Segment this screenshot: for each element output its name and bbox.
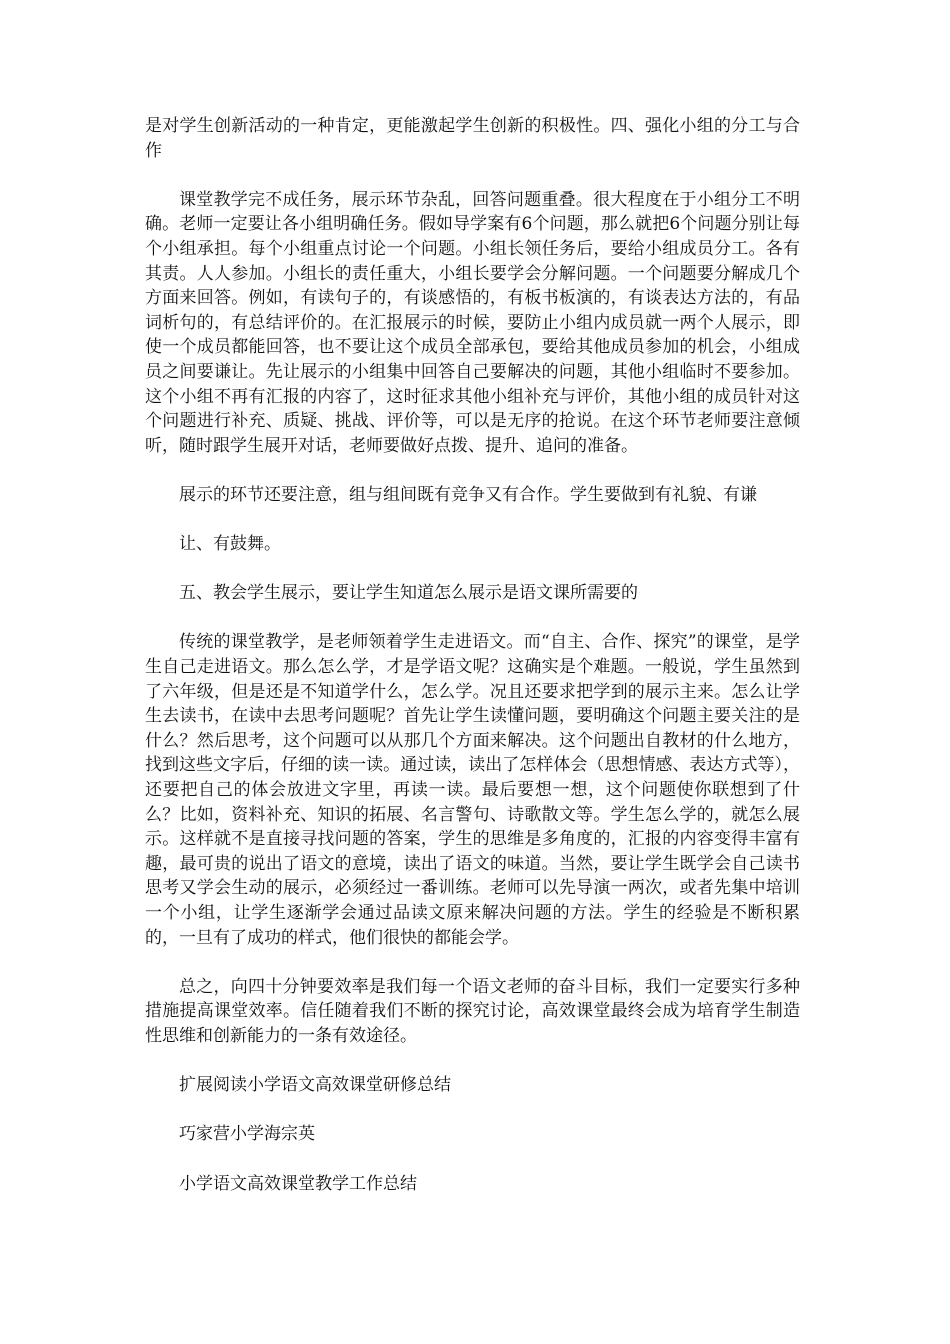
related-title: 小学语文高效课堂教学工作总结 <box>179 1173 417 1194</box>
paragraph: 展示的环节还要注意，组与组间既有竞争又有合作。学生要做到有礼貌、有谦 <box>179 484 757 505</box>
paragraph: 总之，向四十分钟要效率是我们每一个语文老师的奋斗目标，我们一定要实行多种措施提高课堂效率。信任随着我们不断的探究讨论，高效课堂最终会成为培育学生制造性思维和创新能力的一条有效途径。 <box>145 976 800 1046</box>
paragraph: 课堂教学完不成任务，展示环节杂乱，回答问题重叠。很大程度在于小组分工不明确。老师一定要让各小组明确任务。假如导学案有6个问题，那么就把6个问题分别让每个小组承担。每个小组重点讨论一个问题。小组长领任务后，要给小组成员分工。各有其责。人人参加。小组长的责任重大，小组长要学会分解问题。一个问题要分解成几个方面来回答。例如，有读句子的，有谈感悟的，有板书板演的，有谈表达方法的，有品词析句的，有总结评价的。在汇报展示的时候，要防止小组内成员就一两个人展示，即使一个成员都能回答，也不要让这个成员全部承包，要给其他成员参加的机会，小组成员之间要谦让。先让展示的小组集中回答自己要解决的问题，其他小组临时不要参加。这个小组不再有汇报的内容了，这时征求其他小组补充与评价，其他小组的成员针对这个问题进行补充、质疑、挑战、评价等，可以是无序的抢说。在这个环节老师要注意倾听，随时跟学生展开对话，老师要做好点拨、提升、追问的准备。 <box>145 189 800 456</box>
paragraph: 让、有鼓舞。 <box>179 534 281 555</box>
section-heading: 五、教会学生展示，要让学生知道怎么展示是语文课所需要的 <box>179 583 638 604</box>
author-line: 巧家营小学海宗英 <box>179 1124 315 1145</box>
paragraph: 传统的课堂教学，是老师领着学生走进语文。而“自主、合作、探究”的课堂，是学生自己走进语文。那么怎么学，才是学语文呢？这确实是个难题。一般说，学生虽然到了六年级，但是还是不知道学什么，怎么学。况且还要求把学到的展示主来。怎么让学生去读书，在读中去思考问题呢？首先让学生读懂问题，要明确这个问题主要关注的是什么？然后思考，这个问题可以从那几个方面来解决。这个问题出自教材的什么地方，找到这些文字后，仔细的读一读。通过读，读出了怎样体会（思想情感、表达方式等），还要把自己的体会放进文字里，再读一读。最后要想一想，这个问题使你联想到了什么？比如，资料补充、知识的拓展、名言警句、诗歌散文等。学生怎么学的，就怎么展示。这样就不是直接寻找问题的答案，学生的思维是多角度的，汇报的内容变得丰富有趣，最可贵的说出了语文的意境，读出了语文的味道。当然，要让学生既学会自己读书思考又学会生动的展示，必须经过一番训练。老师可以先导演一两次，或者先集中培训一个小组，让学生逐渐学会通过品读文原来解决问题的方法。学生的经验是不断积累的，一旦有了成功的样式，他们很快的都能会学。 <box>145 632 800 948</box>
document-page <box>145 114 800 1221</box>
paragraph: 是对学生创新活动的一种肯定，更能激起学生创新的积极性。四、强化小组的分工与合作 <box>145 116 800 161</box>
related-title: 扩展阅读小学语文高效课堂研修总结 <box>179 1075 451 1096</box>
